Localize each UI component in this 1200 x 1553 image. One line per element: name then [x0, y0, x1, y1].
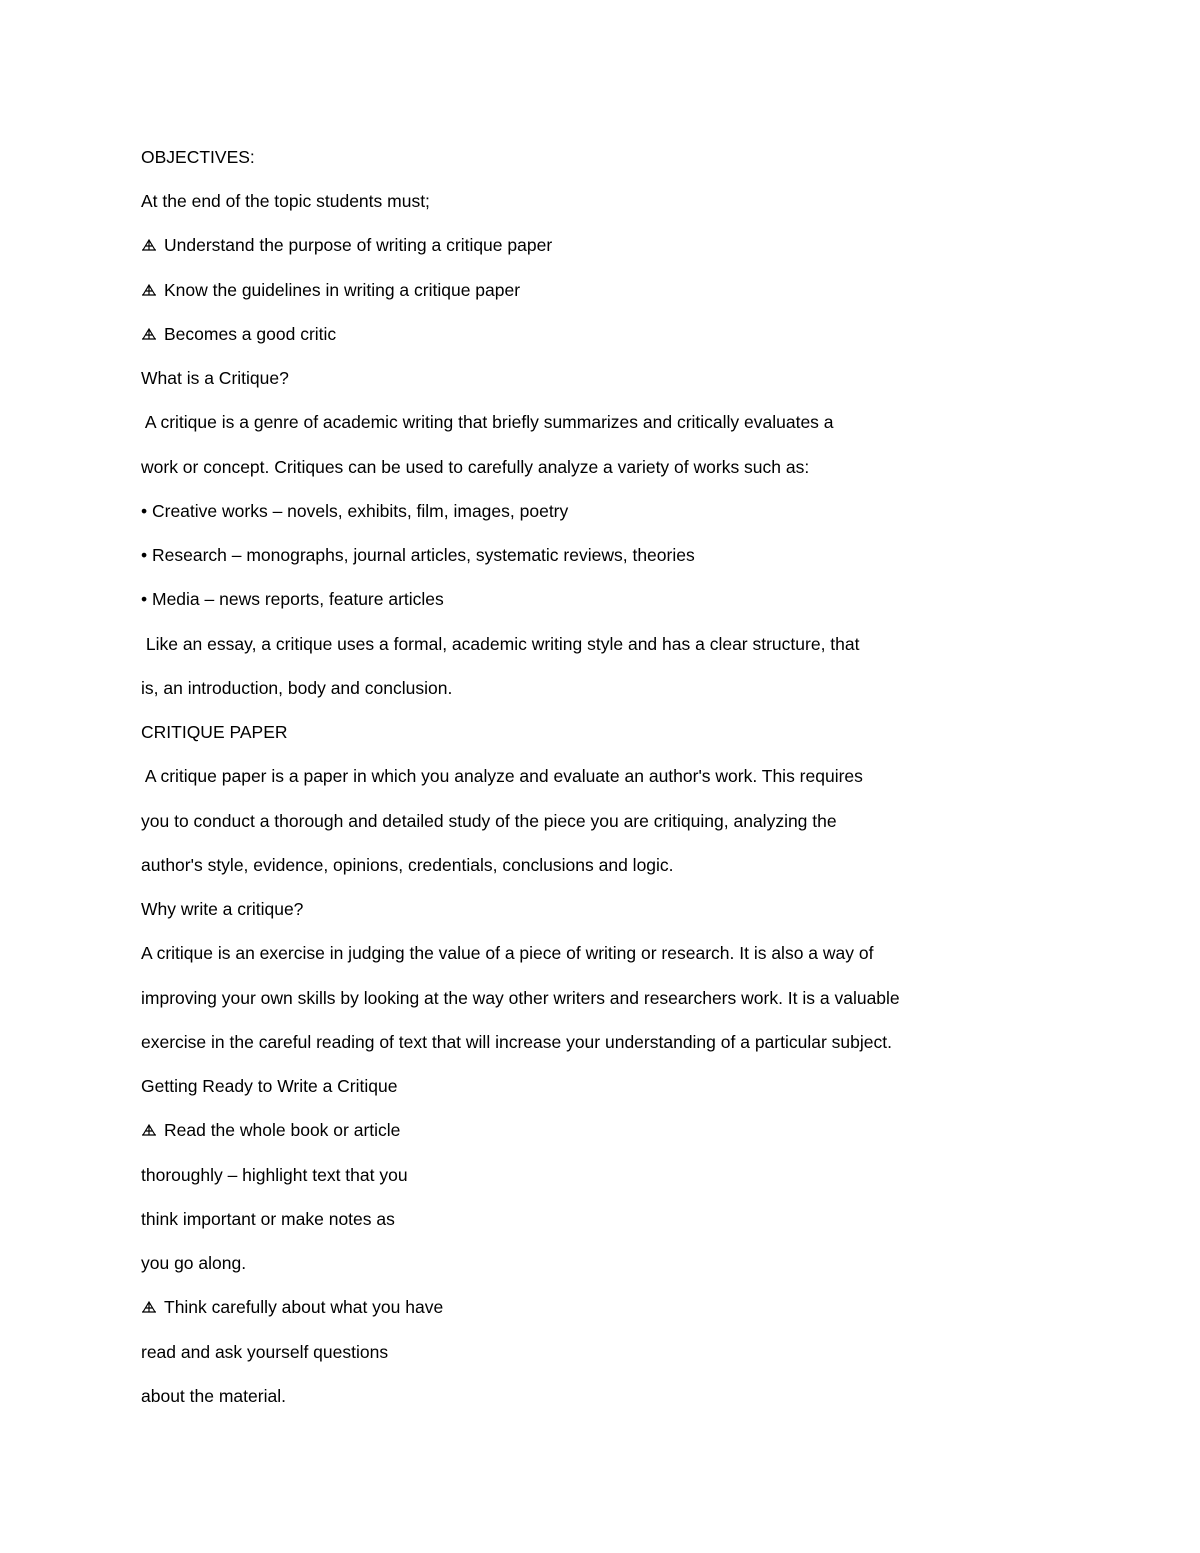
book-symbol-icon — [141, 327, 157, 341]
book-symbol-icon — [141, 1300, 157, 1314]
objective-text: Becomes a good critic — [164, 324, 337, 344]
text-line: At the end of the topic students must; — [141, 191, 430, 211]
text-line: is, an introduction, body and conclusion. — [141, 678, 453, 698]
objective-text: Understand the purpose of writing a critique paper — [164, 235, 553, 255]
list-item: • Research – monographs, journal articles, systematic reviews, theories — [141, 545, 695, 565]
text-line: Like an essay, a critique uses a formal, academic writing style and has a clear structure, that — [141, 634, 860, 654]
text-line: you go along. — [141, 1253, 247, 1273]
text-line: improving your own skills by looking at the way other writers and researchers work. It is a valuable — [141, 988, 900, 1008]
heading-why-write: Why write a critique? — [141, 899, 304, 919]
text-line: read and ask yourself questions — [141, 1342, 389, 1362]
text-line: A critique paper is a paper in which you analyze and evaluate an author's work. This requires — [141, 766, 863, 786]
objective-item — [141, 323, 336, 345]
book-symbol-icon — [141, 1123, 157, 1137]
text-line: you to conduct a thorough and detailed study of the piece you are critiquing, analyzing the — [141, 811, 837, 831]
book-symbol-icon — [141, 238, 157, 252]
text-line: about the material. — [141, 1386, 286, 1406]
heading-objectives: OBJECTIVES: — [141, 147, 255, 167]
list-item: • Media – news reports, feature articles — [141, 589, 444, 609]
step-text: Read the whole book or article — [164, 1120, 401, 1140]
step-item — [141, 1119, 400, 1141]
text-line: exercise in the careful reading of text that will increase your understanding of a particular subject. — [141, 1032, 892, 1052]
heading-getting-ready: Getting Ready to Write a Critique — [141, 1076, 398, 1096]
step-text: Think carefully about what you have — [164, 1297, 444, 1317]
text-line: A critique is a genre of academic writing that briefly summarizes and critically evaluates a — [141, 412, 834, 432]
objective-item — [141, 234, 552, 256]
list-item: • Creative works – novels, exhibits, film, images, poetry — [141, 501, 569, 521]
step-item — [141, 1296, 443, 1318]
objective-item — [141, 279, 520, 301]
text-line: work or concept. Critiques can be used to carefully analyze a variety of works such as: — [141, 457, 810, 477]
text-line: author's style, evidence, opinions, credentials, conclusions and logic. — [141, 855, 674, 875]
objective-text: Know the guidelines in writing a critique paper — [164, 280, 521, 300]
heading-critique-paper: CRITIQUE PAPER — [141, 722, 288, 742]
text-line: think important or make notes as — [141, 1209, 395, 1229]
text-line: A critique is an exercise in judging the value of a piece of writing or research. It is also a way of — [141, 943, 874, 963]
text-line: thoroughly – highlight text that you — [141, 1165, 408, 1185]
book-symbol-icon — [141, 283, 157, 297]
heading-what-is-critique: What is a Critique? — [141, 368, 289, 388]
